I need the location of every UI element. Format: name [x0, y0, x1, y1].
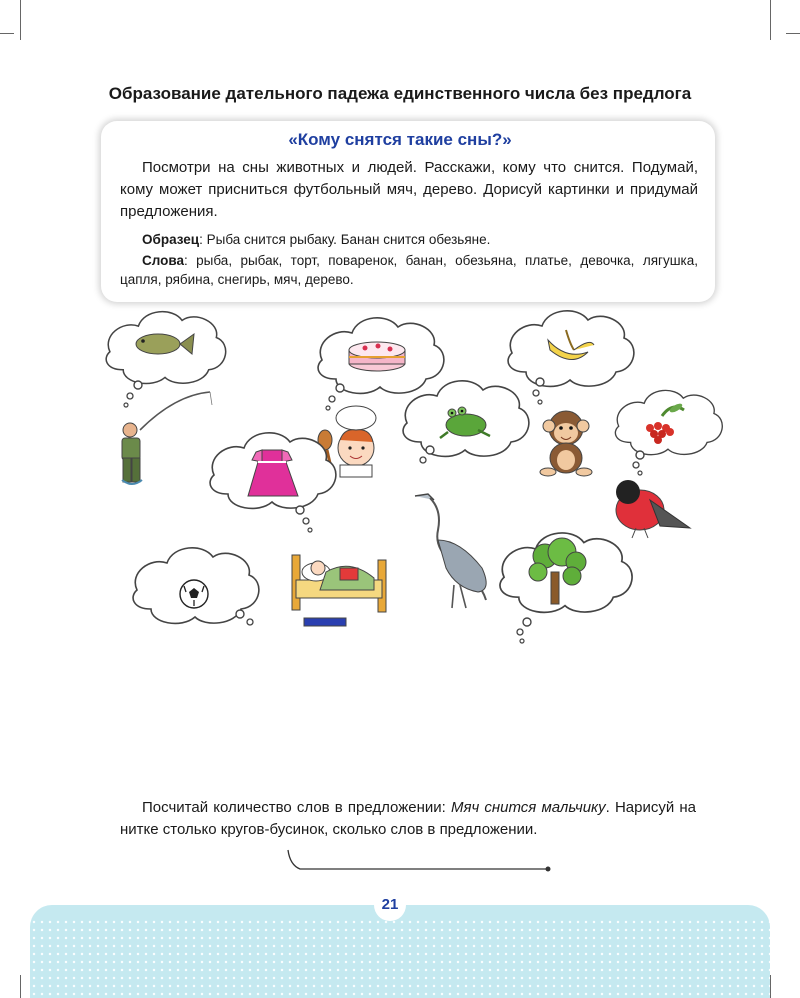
crop-mark: [0, 33, 14, 34]
dream-cloud-banana: [508, 311, 634, 404]
cake-icon: [349, 342, 405, 371]
footer-dots: [30, 918, 770, 998]
heron-icon: [415, 494, 486, 608]
dream-cloud-dress: [210, 433, 336, 532]
dream-cloud-frog: [403, 381, 529, 463]
footer-lead: Посчитай количество слов в предложении:: [142, 799, 451, 816]
crop-mark: [20, 975, 21, 998]
words-label: Слова: [142, 253, 185, 268]
crop-mark: [786, 33, 800, 34]
footer-tail: . Нарисуй на нитке столько кругов-бусинок, сколько слов в предложении.: [120, 799, 697, 838]
dream-cloud-tree: [500, 533, 632, 643]
example-text: : Рыба снится рыбаку. Банан снится обезьяне.: [199, 232, 491, 247]
words-text: : рыба, рыбак, торт, поваренок, банан, обезьяна, платье, девочка, лягушка, цапля, рябина, снегирь, мяч, дерево.: [120, 253, 698, 287]
bead-thread[interactable]: [280, 845, 560, 875]
example-label: Образец: [142, 232, 200, 247]
bullfinch-icon: [616, 480, 690, 538]
task-title: «Кому снятся такие сны?»: [288, 130, 512, 149]
fisherman-icon: [122, 392, 212, 484]
crop-mark: [770, 0, 771, 40]
sleeping-boy-icon: [292, 555, 386, 626]
dream-cloud-ball: [133, 548, 259, 625]
page-title: Образование дательного падежа единственного числа без предлога: [108, 84, 692, 103]
instruction-text: Посмотри на сны животных и людей. Расскажи, кому что снится. Подумай, кому может присниться футбольный мяч, дерево. Дорисуй картинки и придумай предложения.: [120, 159, 698, 220]
task-instruction: [120, 157, 698, 223]
page-number: 21: [374, 889, 406, 921]
crop-mark: [20, 0, 21, 40]
monkey-icon: [540, 411, 592, 476]
task-example: [120, 230, 698, 289]
footer-sentence: Мяч снится мальчику: [450, 799, 606, 816]
crop-mark: [770, 975, 771, 998]
illustration-scene: [0, 300, 800, 660]
soccer-ball-icon: [180, 580, 208, 608]
dream-cloud-rowan: [615, 390, 722, 475]
footer-task: [120, 797, 696, 841]
